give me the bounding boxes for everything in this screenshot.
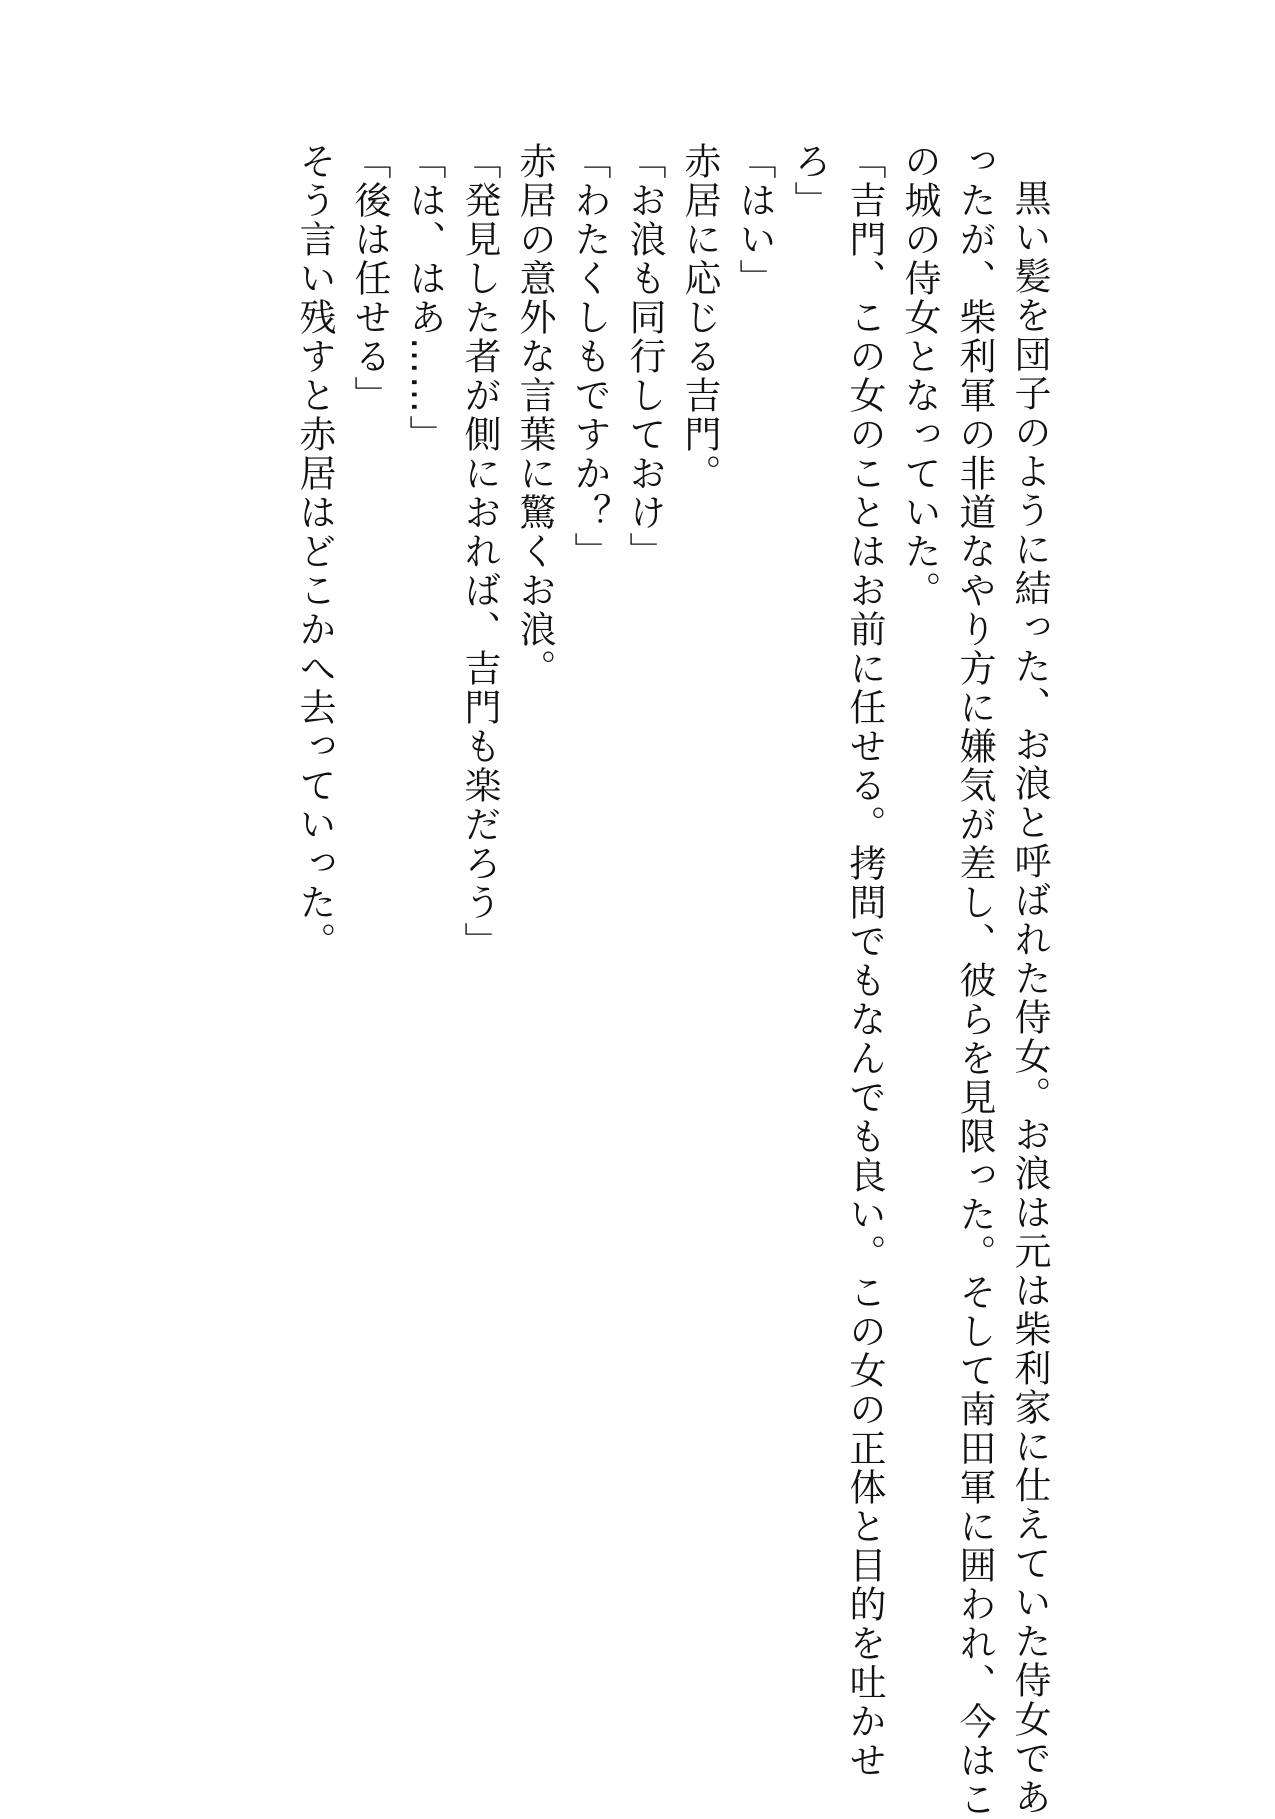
text-line: 「わたくしもですか？」 [568, 142, 611, 571]
text-line: の城の侍女となっていた。 [898, 142, 941, 610]
text-line: ったが、柴利軍の非道なやり方に嫌気が差し、彼らを見限った。そして南田軍に囲われ、今はこ [953, 142, 996, 1819]
text-line: 「お浪も同行しておけ」 [623, 142, 666, 571]
text-line: 「は、はあ……」 [403, 142, 446, 454]
text-line: 赤居に応じる吉門。 [678, 142, 721, 493]
text-line: 「はい」 [733, 142, 776, 298]
text-line: 赤居の意外な言葉に驚くお浪。 [513, 142, 556, 688]
text-line: 「吉門、この女のことはお前に任せる。拷問でもなんでも良い。この女の正体と目的を吐かせ [843, 142, 886, 1780]
text-line: そう言い残すと赤居はどこかへ去っていった。 [293, 142, 336, 961]
vertical-text-body [287, 142, 1057, 1819]
text-line: ろ」 [788, 142, 831, 220]
text-line: 「後は任せる」 [348, 142, 391, 415]
text-line: 黒い髪を団子のように結った、お浪と呼ばれた侍女。お浪は元は柴利家に仕えていた侍女であ [1008, 179, 1051, 1817]
text-line: 「発見した者が側におれば、吉門も楽だろう」 [458, 142, 501, 961]
